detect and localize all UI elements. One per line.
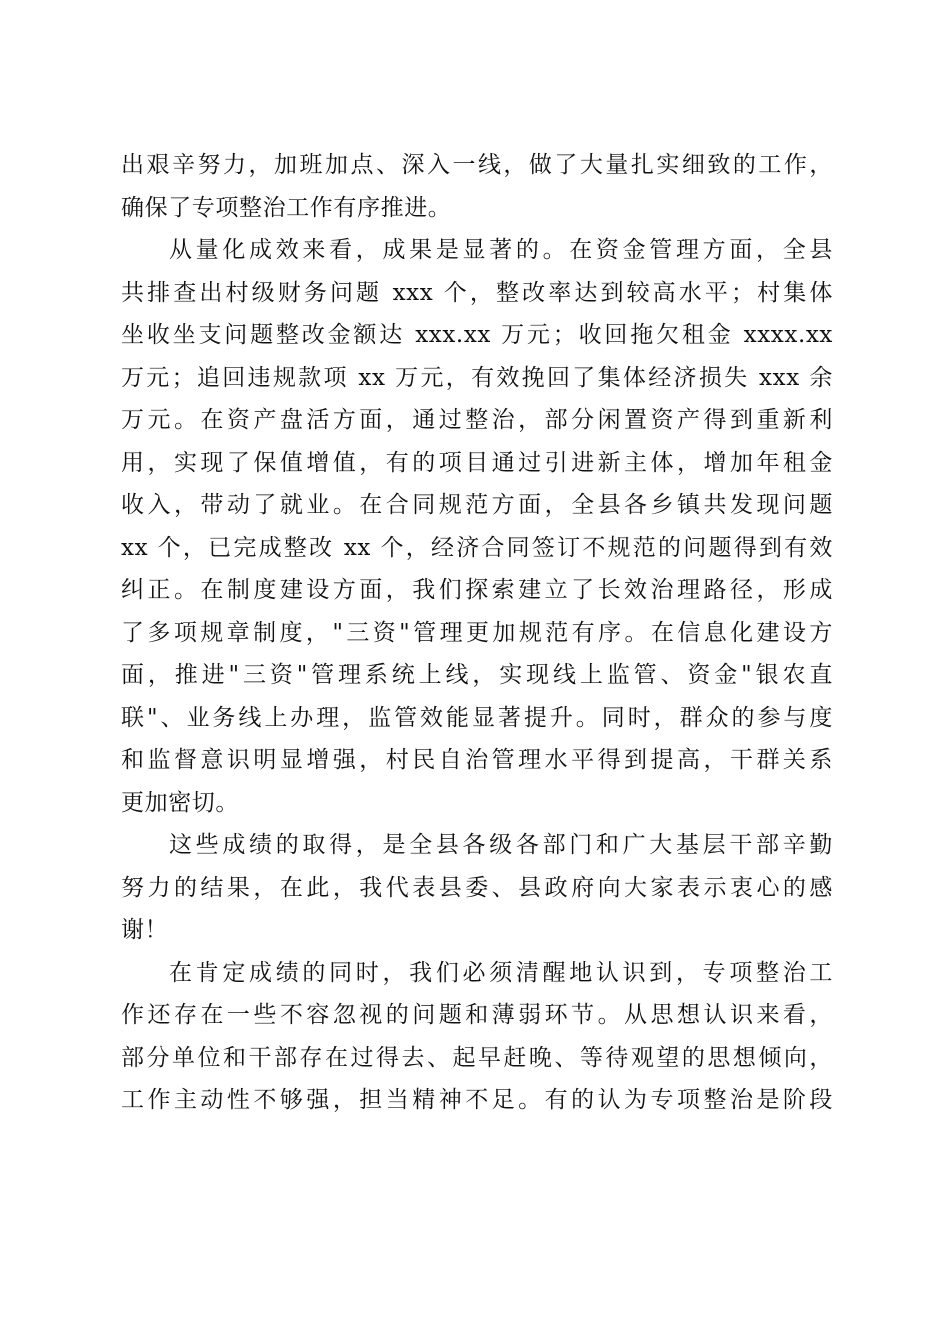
paragraph-line: 用，实现了保值增值，有的项目通过引进新主体，增加年租金	[121, 449, 833, 476]
paragraph-line: 在肯定成绩的同时，我们必须清醒地认识到，专项整治工	[169, 959, 833, 986]
paragraph-line: 作还存在一些不容忽视的问题和薄弱环节。从思想认识来看，	[121, 1002, 833, 1028]
paragraph-line: xx 个，已完成整改 xx 个，经济合同签订不规范的问题得到有效	[121, 534, 833, 561]
document-body	[121, 144, 833, 1122]
paragraph-line: 万元；追回违规款项 xx 万元，有效挽回了集体经济损失 xxx 余	[121, 364, 833, 391]
paragraph-line: 共排查出村级财务问题 xxx 个，整改率达到较高水平；村集体	[121, 279, 833, 306]
paragraph-line: 和监督意识明显增强，村民自治管理水平得到提高，干群关系	[121, 747, 833, 773]
paragraph-line: 更加密切。	[121, 789, 239, 816]
paragraph	[121, 229, 833, 824]
paragraph-line: 确保了专项整治工作有序推进。	[121, 194, 452, 221]
paragraph-line: 坐收坐支问题整改金额达 xxx.xx 万元；收回拖欠租金 xxxx.xx	[121, 322, 833, 348]
paragraph-line: 纠正。在制度建设方面，我们探索建立了长效治理路径，形成	[121, 577, 833, 603]
paragraph-line: 万元。在资产盘活方面，通过整治，部分闲置资产得到重新利	[121, 407, 833, 433]
paragraph-line: 工作主动性不够强，担当精神不足。有的认为专项整治是阶段	[121, 1087, 833, 1113]
paragraph	[121, 952, 833, 1122]
paragraph-line: 部分单位和干部存在过得去、起早赶晚、等待观望的思想倾向，	[121, 1044, 833, 1071]
paragraph-line: 从量化成效来看，成果是显著的。在资金管理方面，全县	[169, 237, 833, 263]
paragraph-line: 这些成绩的取得，是全县各级各部门和广大基层干部辛勤	[169, 832, 833, 858]
paragraph-line: 谢！	[121, 917, 169, 943]
paragraph-line: 努力的结果，在此，我代表县委、县政府向大家表示衷心的感	[121, 874, 833, 901]
paragraph	[121, 144, 833, 229]
paragraph-line: 联"、业务线上办理，监管效能显著提升。同时，群众的参与度	[121, 704, 833, 731]
paragraph-line: 面，推进"三资"管理系统上线，实现线上监管、资金"银农直	[121, 662, 833, 688]
paragraph	[121, 824, 833, 952]
paragraph-line: 了多项规章制度，"三资"管理更加规范有序。在信息化建设方	[121, 619, 833, 646]
paragraph-line: 出艰辛努力，加班加点、深入一线，做了大量扎实细致的工作，	[121, 152, 833, 178]
paragraph-line: 收入，带动了就业。在合同规范方面，全县各乡镇共发现问题	[121, 492, 833, 518]
